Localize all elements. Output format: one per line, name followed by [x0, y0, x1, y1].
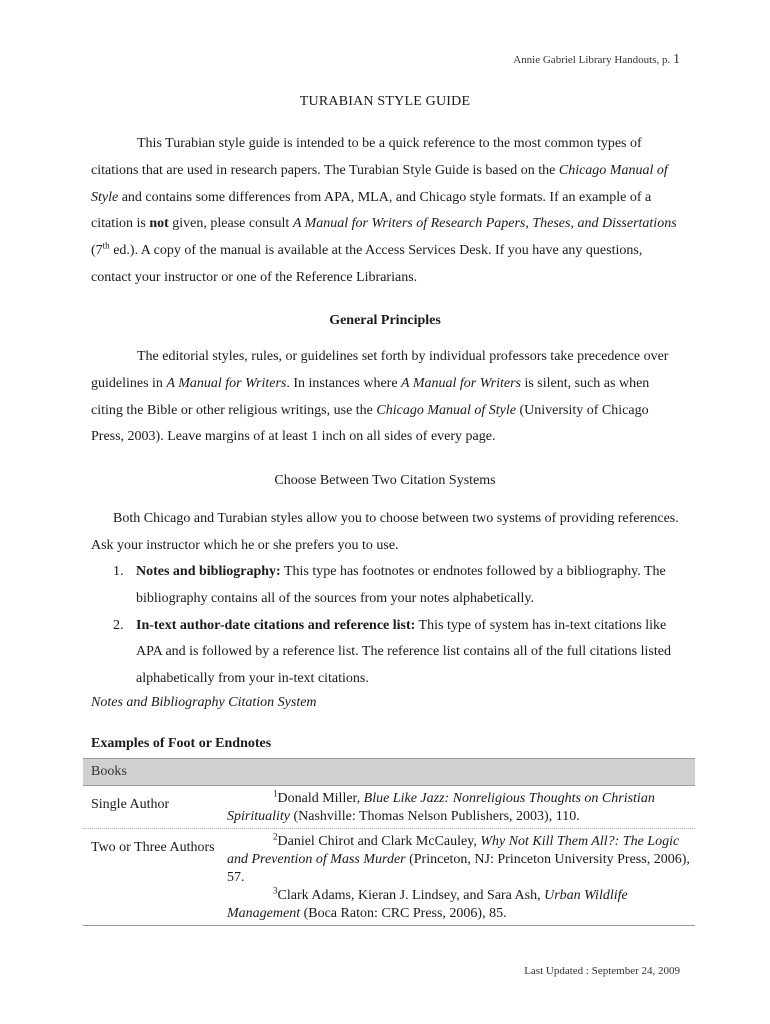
footnote-text: (Nashville: Thomas Nelson Publishers, 2003), 110. — [290, 809, 580, 824]
footnote-number: 2 — [273, 831, 278, 842]
footnote-title: Urban Wildlife Management — [227, 888, 628, 921]
general-principles-heading: General Principles — [329, 313, 441, 328]
notes-system-subheading: Notes and Bibliography Citation System — [91, 695, 317, 710]
intro-bold: not — [149, 216, 169, 232]
citation-examples-table — [83, 758, 695, 926]
intro-text: and contains some differences from APA, MLA, and Chicago style formats. If an example of a citation is — [91, 189, 652, 232]
page-footer: Last Updated : September 24, 2009 — [524, 965, 680, 977]
page-number: 1 — [673, 52, 680, 67]
citation-systems-paragraph: Both Chicago and Turabian styles allow you to choose between two systems of providing references. Ask your instructor which he or she prefers you to use. — [91, 511, 679, 553]
table-row — [83, 829, 695, 926]
document-title: TURABIAN STYLE GUIDE — [299, 94, 471, 109]
row-content — [227, 786, 695, 828]
citation-systems-heading: Choose Between Two Citation Systems — [274, 473, 496, 488]
row-label: Two or Three Authors — [91, 840, 215, 855]
citation-systems-list — [91, 559, 691, 693]
footnote-number: 3 — [273, 885, 278, 896]
intro-paragraph — [91, 131, 681, 292]
list-item — [91, 559, 691, 613]
footnote-text: (Princeton, NJ: Princeton University Press, 2006), 57. — [227, 852, 690, 885]
footnote-example — [227, 833, 695, 887]
general-text: (University of Chicago Press, 2003). Leave margins of at least 1 inch on all sides of every page. — [91, 402, 649, 445]
intro-emphasis: A Manual for Writers of Research Papers, Theses, and Dissertations — [292, 216, 677, 232]
intro-emphasis: Chicago Manual of Style — [91, 162, 668, 205]
list-item-text: This type has footnotes or endnotes followed by a bibliography. The bibliography contains all of the sources from your notes alphabetically. — [136, 564, 666, 606]
footnote-title: Why Not Kill Them All?: The Logic and Prevention of Mass Murder — [227, 834, 680, 867]
footnote-title: Blue Like Jazz: Nonreligious Thoughts on Christian Spirituality — [227, 791, 655, 824]
intro-text: ed.). A copy of the manual is available at the Access Services Desk. If you have any questions, contact your instructor or one of the Reference Librarians. — [91, 243, 643, 285]
row-label: Single Author — [91, 797, 170, 812]
footnote-text: Daniel Chirot and Clark McCauley, — [277, 834, 481, 849]
list-item-term: In-text author-date citations and reference list: — [136, 617, 416, 633]
list-item-text: This type of system has in-text citations like APA and is followed by a reference list. The reference list contains all of the full citations listed alphabetically from your in-text citations. — [136, 617, 671, 687]
general-principles-paragraph — [91, 344, 681, 451]
header-text: Annie Gabriel Library Handouts, p. — [513, 54, 671, 66]
list-item-term: Notes and bibliography: — [136, 564, 281, 579]
general-emphasis: Chicago Manual of Style — [376, 402, 516, 418]
footnote-text: Clark Adams, Kieran J. Lindsey, and Sara Ash, — [277, 888, 545, 903]
intro-superscript: th — [102, 240, 110, 251]
general-text: is silent, such as when citing the Bible or other religious writings, use the — [91, 375, 650, 418]
general-emphasis: A Manual for Writers — [166, 375, 287, 391]
page-header — [513, 52, 680, 68]
list-number: 1. — [113, 564, 124, 579]
footnote-number: 1 — [273, 788, 278, 799]
intro-text: This Turabian style guide is intended to be a quick reference to the most common types of citations that are used in research papers. The Turabian Style Guide is based on the — [91, 136, 642, 178]
footnote-text: (Boca Raton: CRC Press, 2006), 85. — [300, 906, 507, 921]
intro-text: (7 — [91, 243, 103, 259]
general-text: The editorial styles, rules, or guidelines set forth by individual professors take precedence over guidelines in — [91, 349, 669, 391]
table-section-header: Books — [83, 758, 695, 786]
intro-text: given, please consult — [168, 216, 293, 232]
table-row — [83, 786, 695, 829]
list-number: 2. — [113, 617, 124, 633]
general-emphasis: A Manual for Writers — [401, 375, 521, 391]
footnote-text: Donald Miller, — [277, 791, 364, 806]
general-text: . In instances where — [286, 375, 402, 391]
footnote-example — [227, 887, 695, 923]
list-item — [91, 613, 691, 693]
footnote-example — [227, 790, 695, 826]
examples-heading: Examples of Foot or Endnotes — [91, 736, 272, 751]
row-content — [227, 829, 695, 925]
